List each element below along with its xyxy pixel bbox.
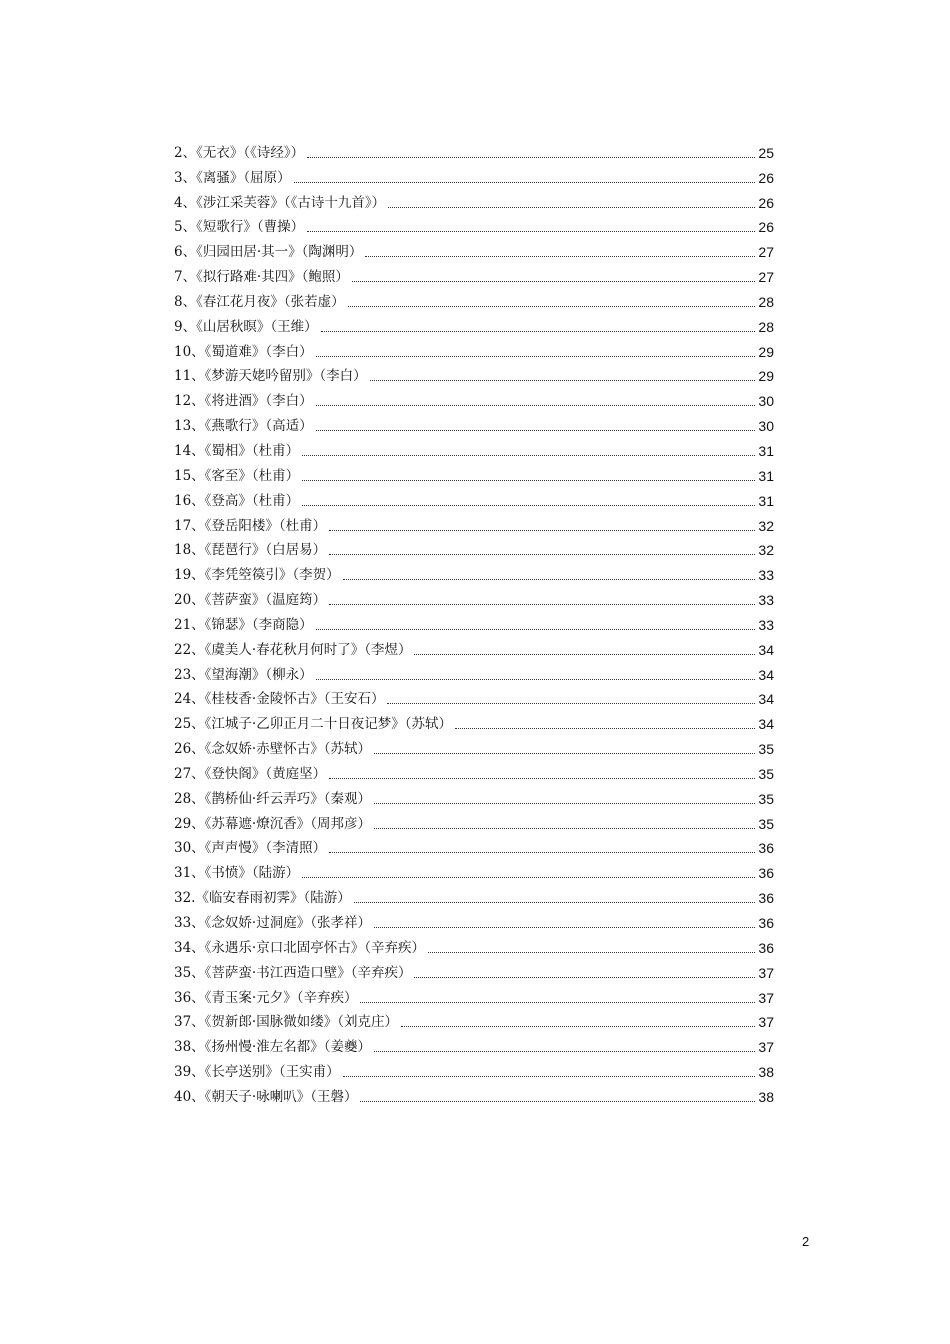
toc-entry-page: 34 (758, 691, 774, 708)
toc-entry[interactable] (174, 610, 774, 635)
toc-dot-leader (316, 678, 756, 680)
toc-entry[interactable] (174, 262, 774, 287)
toc-entry-page: 37 (758, 1014, 774, 1031)
toc-entry-title: 4、《涉江采芙蓉》（《古诗十九首》） (174, 194, 386, 211)
toc-entry-title: 34、《永遇乐·京口北固亭怀古》（辛弃疾） (174, 939, 425, 956)
toc-entry[interactable] (174, 1008, 774, 1033)
toc-entry-title: 13、《燕歌行》（高适） (174, 418, 313, 435)
toc-dot-leader (329, 777, 755, 779)
toc-entry-page: 27 (758, 244, 774, 261)
toc-entry[interactable] (174, 1057, 774, 1082)
toc-entry-page: 25 (758, 144, 774, 161)
toc-entry-title: 7、《拟行路难·其四》（鲍照） (174, 269, 349, 286)
toc-entry-page: 33 (758, 567, 774, 584)
toc-entry[interactable] (174, 908, 774, 933)
toc-dot-leader (352, 280, 756, 282)
toc-entry-title: 28、《鹊桥仙·纤云弄巧》（秦观） (174, 790, 371, 807)
toc-entry-title: 32.《临安春雨初霁》（陆游） (174, 890, 351, 907)
toc-entry-title: 38、《扬州慢·淮左名都》（姜夔） (174, 1039, 371, 1056)
toc-entry-page: 32 (758, 542, 774, 559)
toc-entry-title: 27、《登快阁》（黄庭坚） (174, 765, 327, 782)
toc-entry-page: 34 (758, 641, 774, 658)
toc-dot-leader (307, 156, 755, 158)
toc-entry[interactable] (174, 138, 774, 163)
toc-dot-leader (302, 504, 755, 506)
toc-entry-page: 31 (758, 492, 774, 509)
toc-entry[interactable] (174, 759, 774, 784)
toc-entry-page: 34 (758, 716, 774, 733)
toc-dot-leader (365, 255, 755, 257)
toc-entry-page: 36 (758, 890, 774, 907)
toc-entry[interactable] (174, 834, 774, 859)
toc-dot-leader (294, 181, 756, 183)
toc-entry-title: 20、《菩萨蛮》（温庭筠） (174, 592, 327, 609)
toc-entry[interactable] (174, 858, 774, 883)
toc-dot-leader (401, 1025, 755, 1027)
toc-entry[interactable] (174, 983, 774, 1008)
toc-entry[interactable] (174, 685, 774, 710)
toc-entry-title: 19、《李凭箜篌引》（李贺） (174, 567, 340, 584)
toc-dot-leader (302, 479, 755, 481)
toc-entry-title: 5、《短歌行》（曹操） (174, 219, 305, 236)
toc-dot-leader (374, 752, 755, 754)
toc-entry-title: 30、《声声慢》（李清照） (174, 840, 327, 857)
toc-entry-page: 35 (758, 790, 774, 807)
page-number: 2 (802, 1234, 810, 1249)
toc-entry-title: 6、《归园田居·其一》（陶渊明） (174, 244, 363, 261)
toc-entry-page: 29 (758, 368, 774, 385)
toc-entry[interactable] (174, 337, 774, 362)
toc-entry-page: 33 (758, 592, 774, 609)
toc-entry-title: 14、《蜀相》（杜甫） (174, 442, 300, 459)
toc-dot-leader (316, 628, 756, 630)
toc-entry-page: 32 (758, 517, 774, 534)
toc-dot-leader (360, 1001, 755, 1003)
toc-entry-page: 28 (758, 293, 774, 310)
toc-dot-leader (343, 1075, 756, 1077)
toc-entry-title: 37、《贺新郎·国脉微如缕》（刘克庄） (174, 1014, 398, 1031)
toc-dot-leader (329, 529, 755, 531)
toc-entry[interactable] (174, 213, 774, 238)
toc-dot-leader (307, 230, 755, 232)
toc-entry-title: 26、《念奴娇·赤壁怀古》（苏轼） (174, 741, 371, 758)
toc-entry-page: 27 (758, 269, 774, 286)
toc-entry-page: 30 (758, 393, 774, 410)
toc-entry-title: 18、《琵琶行》（白居易） (174, 542, 327, 559)
toc-entry-page: 38 (758, 1088, 774, 1105)
toc-dot-leader (321, 330, 756, 332)
toc-entry-title: 10、《蜀道难》（李白） (174, 343, 313, 360)
toc-dot-leader (316, 404, 756, 406)
toc-entry[interactable] (174, 883, 774, 908)
toc-entry[interactable] (174, 1082, 774, 1107)
toc-entry-title: 9、《山居秋暝》（王维） (174, 318, 318, 335)
toc-entry-title: 17、《登岳阳楼》（杜甫） (174, 517, 327, 534)
toc-entry[interactable] (174, 933, 774, 958)
toc-entry-title: 24、《桂枝香·金陵怀古》（王安石） (174, 691, 385, 708)
toc-entry[interactable] (174, 312, 774, 337)
toc-dot-leader (374, 802, 755, 804)
toc-entry-title: 2、《无衣》（《诗经》） (174, 144, 305, 161)
toc-entry-page: 31 (758, 467, 774, 484)
toc-dot-leader (348, 305, 756, 307)
toc-entry-page: 28 (758, 318, 774, 335)
toc-entry-page: 37 (758, 964, 774, 981)
toc-entry-title: 3、《离骚》（屈原） (174, 169, 291, 186)
toc-entry[interactable] (174, 784, 774, 809)
toc-entry-page: 29 (758, 343, 774, 360)
toc-dot-leader (428, 951, 755, 953)
toc-entry-page: 37 (758, 1039, 774, 1056)
toc-entry-page: 33 (758, 616, 774, 633)
toc-entry-title: 11、《梦游天姥吟留别》（李白） (174, 368, 367, 385)
toc-entry-page: 26 (758, 169, 774, 186)
toc-entry-title: 31、《书愤》（陆游） (174, 865, 300, 882)
toc-entry[interactable] (174, 436, 774, 461)
toc-entry-page: 37 (758, 989, 774, 1006)
toc-dot-leader (360, 1100, 755, 1102)
toc-entry[interactable] (174, 461, 774, 486)
toc-entry[interactable] (174, 734, 774, 759)
toc-entry[interactable] (174, 362, 774, 387)
toc-entry-title: 16、《登高》（杜甫） (174, 492, 300, 509)
toc-entry[interactable] (174, 188, 774, 213)
toc-entry[interactable] (174, 237, 774, 262)
toc-dot-leader (387, 702, 755, 704)
toc-entry[interactable] (174, 163, 774, 188)
toc-entry-title: 35、《菩萨蛮·书江西造口壁》（辛弃疾） (174, 964, 412, 981)
toc-entry-title: 39、《长亭送别》（王实甫） (174, 1064, 340, 1081)
toc-entry[interactable] (174, 585, 774, 610)
toc-entry-title: 12、《将进酒》（李白） (174, 393, 313, 410)
toc-entry[interactable] (174, 635, 774, 660)
toc-dot-leader (374, 926, 755, 928)
toc-entry-page: 36 (758, 865, 774, 882)
toc-entry[interactable] (174, 958, 774, 983)
toc-entry[interactable] (174, 1032, 774, 1057)
toc-entry-title: 22、《虞美人·春花秋月何时了》（李煜） (174, 641, 412, 658)
toc-entry[interactable] (174, 536, 774, 561)
toc-entry[interactable] (174, 486, 774, 511)
toc-entry-page: 36 (758, 840, 774, 857)
toc-dot-leader (316, 355, 756, 357)
toc-entry-title: 23、《望海潮》（柳永） (174, 666, 313, 683)
toc-dot-leader (302, 454, 755, 456)
toc-dot-leader (370, 379, 756, 381)
toc-entry-title: 25、《江城子·乙卯正月二十日夜记梦》（苏轼） (174, 716, 452, 733)
toc-entry[interactable] (174, 560, 774, 585)
toc-entry-title: 33、《念奴娇·过洞庭》（张孝祥） (174, 915, 371, 931)
toc-dot-leader (329, 553, 755, 555)
toc-entry-title: 15、《客至》（杜甫） (174, 467, 300, 484)
toc-entry[interactable] (174, 386, 774, 411)
toc-dot-leader (354, 901, 756, 903)
toc-entry-page: 36 (758, 915, 774, 931)
toc-entry-page: 35 (758, 765, 774, 782)
toc-entry-title: 21、《锦瑟》（李商隐） (174, 616, 313, 633)
toc-dot-leader (374, 1050, 755, 1052)
toc-entry[interactable] (174, 411, 774, 436)
toc-entry-page: 30 (758, 418, 774, 435)
toc-entry-page: 35 (758, 815, 774, 832)
toc-entry[interactable] (174, 287, 774, 312)
toc-entry-page: 26 (758, 194, 774, 211)
toc-dot-leader (316, 429, 756, 431)
toc-entry-page: 26 (758, 219, 774, 236)
toc-dot-leader (414, 976, 755, 978)
toc-entry-page: 34 (758, 666, 774, 683)
toc-entry-page: 38 (758, 1064, 774, 1081)
toc-dot-leader (329, 603, 755, 605)
toc-dot-leader (455, 727, 755, 729)
toc-entry-page: 36 (758, 939, 774, 956)
toc-entry-page: 35 (758, 741, 774, 758)
toc-entry[interactable] (174, 809, 774, 834)
toc-dot-leader (329, 851, 755, 853)
toc-entry-title: 40、《朝天子·咏喇叭》（王磐） (174, 1088, 358, 1105)
toc-entry[interactable] (174, 709, 774, 734)
toc-entry[interactable] (174, 511, 774, 536)
toc-dot-leader (388, 206, 755, 208)
toc-dot-leader (343, 578, 756, 580)
toc-entry-page: 31 (758, 442, 774, 459)
toc-dot-leader (302, 876, 755, 878)
toc-entry[interactable] (174, 660, 774, 685)
toc-entry-title: 29、《苏幕遮·燎沉香》（周邦彦） (174, 815, 371, 832)
toc-entry-title: 8、《春江花月夜》（张若虚） (174, 293, 345, 310)
toc-dot-leader (374, 827, 755, 829)
toc-entry-title: 36、《青玉案·元夕》（辛弃疾） (174, 989, 358, 1006)
toc-dot-leader (414, 653, 755, 655)
table-of-contents (174, 138, 774, 1107)
